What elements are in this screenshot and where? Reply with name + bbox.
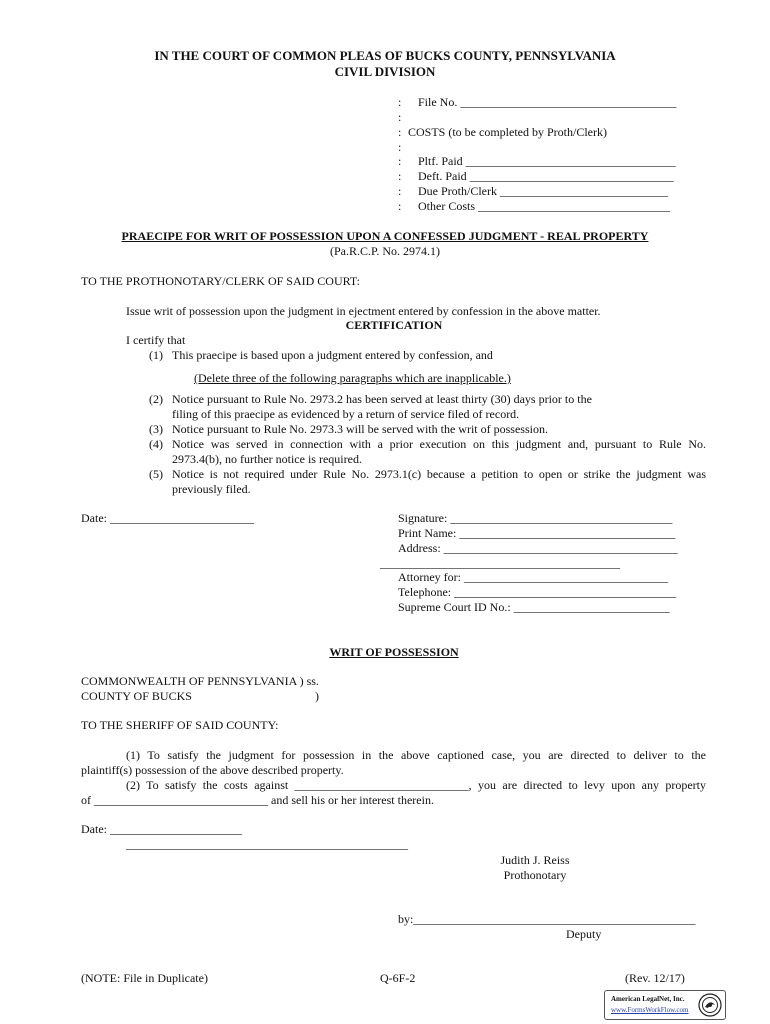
due-proth-field[interactable]: Due Proth/Clerk ____________________________ (418, 184, 668, 198)
attorney-for-field[interactable]: Attorney for: __________________________________ (398, 570, 668, 584)
court-title: IN THE COURT OF COMMON PLEAS OF BUCKS COUNTY, PENNSYLVANIA (154, 48, 616, 63)
prothonotary-name: Judith J. Reiss (500, 853, 570, 867)
supreme-court-id-field[interactable]: Supreme Court ID No.: __________________________ (398, 600, 670, 614)
logo-company-name: American LegalNet, Inc. (611, 995, 685, 1003)
writ-paragraph-2-cont: of _____________________________ and sell his or her interest therein. (81, 793, 434, 807)
division-title: CIVIL DIVISION (334, 64, 436, 79)
rule-reference: (Pa.R.C.P. No. 2974.1) (329, 244, 440, 258)
certification-heading: CERTIFICATION (345, 318, 443, 332)
date-field[interactable]: Date: ________________________ (81, 511, 254, 525)
writ-paragraph-2: (2) To satisfy the costs against _____________________________, you are directed to levy upon any property (126, 778, 706, 792)
writ-paragraph-1: (1) To satisfy the judgment for possession in the above captioned case, you are directed to deliver to the (126, 748, 706, 762)
deputy-signature-line[interactable]: by:_______________________________________________ (398, 912, 696, 926)
commonwealth-line: COMMONWEALTH OF PENNSYLVANIA ) ss. (81, 674, 319, 688)
certification-item-2-cont: filing of this praecipe as evidenced by a return of service filed of record. (172, 407, 520, 421)
prothonotary-signature-line[interactable]: _______________________________________________ (126, 837, 408, 851)
item-number: (1) (149, 348, 163, 362)
costs-heading: COSTS (to be completed by Proth/Clerk) (408, 125, 607, 139)
deft-paid-field[interactable]: Deft. Paid __________________________________ (418, 169, 674, 183)
telephone-field[interactable]: Telephone: _____________________________________ (398, 585, 677, 599)
delete-note: (Delete three of the following paragraphs which are inapplicable.) (194, 371, 511, 385)
signature-field[interactable]: Signature: _____________________________________ (398, 511, 673, 525)
caption-colon: : (398, 95, 402, 109)
caption-colon: : (398, 125, 402, 139)
caption-colon: : (398, 110, 402, 124)
prothonotary-addressee: TO THE PROTHONOTARY/CLERK OF SAID COURT: (81, 274, 360, 288)
county-paren: ) (315, 689, 319, 703)
certification-intro: I certify that (126, 333, 186, 347)
writ-paragraph-1-cont: plaintiff(s) possession of the above described property. (81, 763, 344, 777)
caption-colon: : (398, 199, 402, 213)
certification-item-4: Notice was served in connection with a prior execution on this judgment and, pursuant to Rule No. (172, 437, 706, 451)
logo-url-link[interactable]: www.FormsWorkFlow.com (611, 1006, 689, 1014)
file-no-field[interactable]: File No. ____________________________________ (418, 95, 677, 109)
item-number: (3) (149, 422, 163, 436)
sheriff-addressee: TO THE SHERIFF OF SAID COUNTY: (81, 718, 279, 732)
pltf-paid-field[interactable]: Pltf. Paid ___________________________________ (418, 154, 676, 168)
certification-item-2: Notice pursuant to Rule No. 2973.2 has been served at least thirty (30) days prior to the (172, 392, 592, 406)
form-code: Q-6F-2 (380, 971, 416, 985)
praecipe-title: PRAECIPE FOR WRIT OF POSSESSION UPON A CONFESSED JUDGMENT - REAL PROPERTY (121, 229, 649, 243)
prothonotary-title: Prothonotary (503, 868, 567, 882)
writ-title: WRIT OF POSSESSION (329, 645, 459, 659)
writ-date-field[interactable]: Date: ______________________ (81, 822, 242, 836)
american-legalnet-logo (604, 990, 726, 1020)
item-number: (2) (149, 392, 163, 406)
item-number: (5) (149, 467, 163, 481)
certification-item-5-cont: previously filed. (172, 482, 251, 496)
certification-item-4-cont: 2973.4(b), no further notice is required. (172, 452, 362, 466)
revision-date: (Rev. 12/17) (625, 971, 685, 985)
caption-colon: : (398, 169, 402, 183)
caption-colon: : (398, 184, 402, 198)
print-name-field[interactable]: Print Name: ____________________________________ (398, 526, 676, 540)
caption-colon: : (398, 154, 402, 168)
footer-note: (NOTE: File in Duplicate) (81, 971, 208, 985)
praecipe-instruction: Issue writ of possession upon the judgment in ejectment entered by confession in the above matter. (126, 304, 601, 318)
certification-item-5: Notice is not required under Rule No. 2973.1(c) because a petition to open or strike the judgment was (172, 467, 706, 481)
county-line: COUNTY OF BUCKS (81, 689, 192, 703)
seal-icon (698, 993, 722, 1017)
address-field[interactable]: Address: _______________________________________ (398, 541, 678, 555)
certification-item-1: This praecipe is based upon a judgment entered by confession, and (172, 348, 493, 362)
caption-colon: : (398, 140, 402, 154)
other-costs-field[interactable]: Other Costs ________________________________ (418, 199, 670, 213)
address-line-2[interactable]: ________________________________________ (380, 556, 620, 570)
item-number: (4) (149, 437, 163, 451)
deputy-label: Deputy (566, 927, 602, 941)
certification-item-3: Notice pursuant to Rule No. 2973.3 will be served with the writ of possession. (172, 422, 548, 436)
